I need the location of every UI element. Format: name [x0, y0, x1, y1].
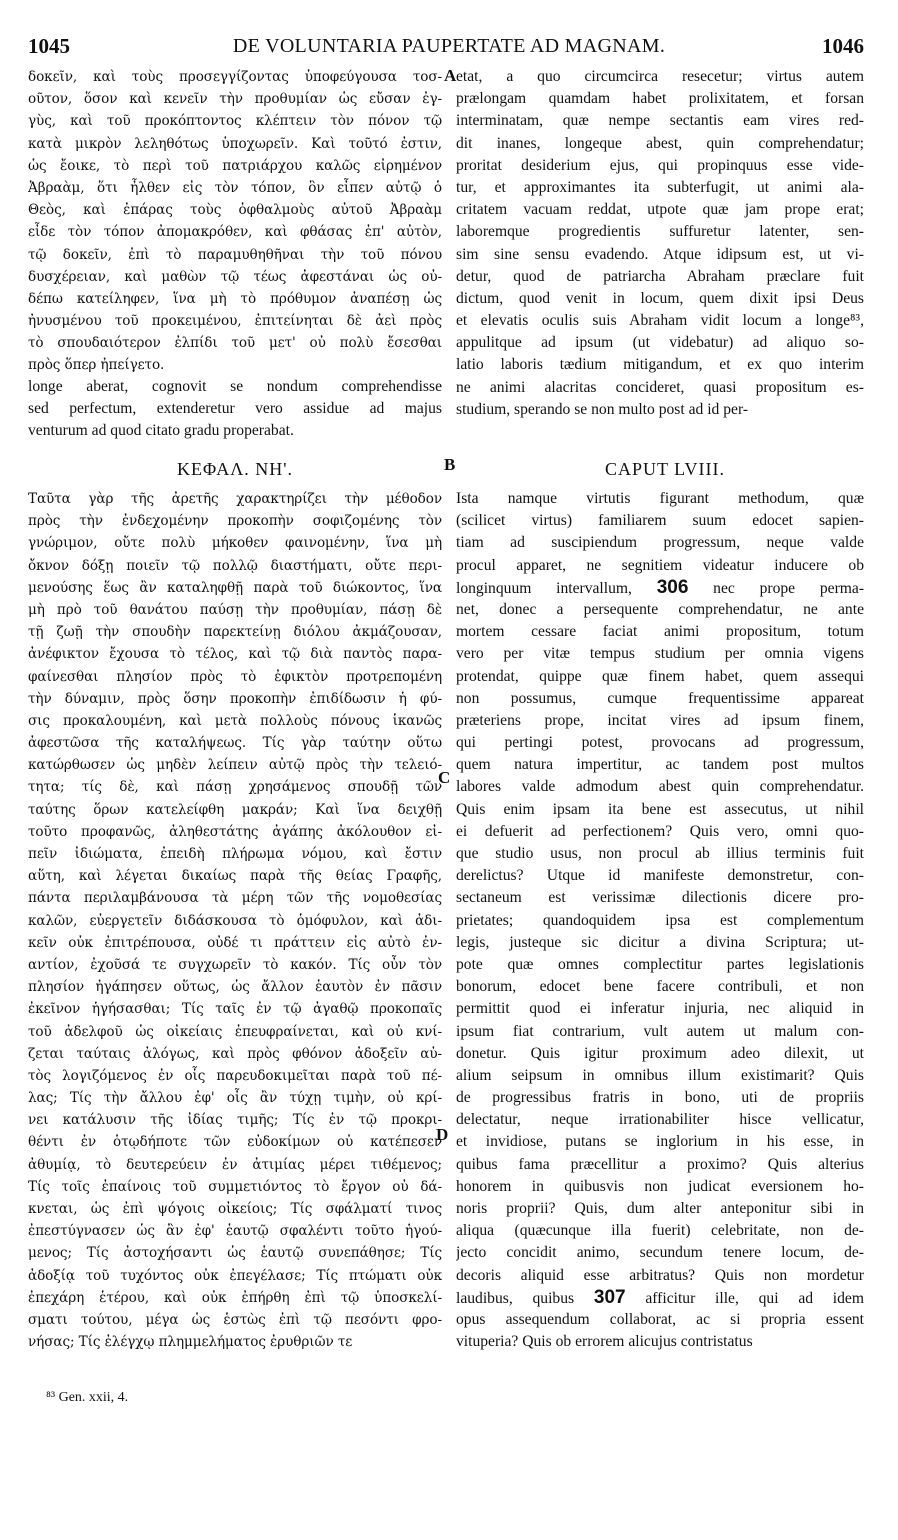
- text-line: τοῦτο προφανῶς, ἀληθεστάτης ἀγάπης ἀκόλουθον εἰ-: [28, 823, 442, 840]
- text-line: qui pertingi potest, provocans ad progressum,: [456, 734, 864, 752]
- text-line: aliqua (quæcunque illa fuerit) celebritate, non de-: [456, 1222, 864, 1240]
- text-line: αὕτη, καὶ λέγεται δικαίως παρὰ τῆς θείας Γραφῆς,: [28, 868, 442, 885]
- text-line: vituperia? Quis ob errorem alicujus contristatus: [456, 1333, 753, 1351]
- footnote: ⁸³ Gen. xxii, 4.: [46, 1390, 129, 1405]
- text-line: δέπω κατείληφεν, ἵνα μὴ τὸ πρόθυμον ἀναπέσῃ ὡς: [28, 290, 442, 307]
- text-line: ἐπεστύγνασεν ὡς ἂν ἐφ' ἑαυτῷ σφαλέντι τοῦτο ἡγού-: [28, 1223, 442, 1240]
- text-line: decoris aliquid esse arbitratus? Quis non mordetur: [456, 1266, 864, 1284]
- text-line: Ἀβραὰμ, ὅτι ἦλθεν εἰς τὸν τόπον, ὃν εἶπεν αὐτῷ ὁ: [28, 179, 442, 196]
- left-top-latin: [28, 376, 442, 443]
- text-line: πρὸς ὅπερ ἠπείγετο.: [28, 357, 165, 374]
- text-line: critatem vacuam reddat, utpote quæ jam prope erat;: [456, 201, 864, 219]
- text-line: etat, a quo circumcirca resecetur; virtus autem: [456, 68, 864, 85]
- text-line: καλῶν, εὐεργετεῖν διδάσκουσα τὸ ὁμόφυλον, καὶ ἀδι-: [28, 912, 442, 929]
- text-line: μενούσης ἕως ἂν καταληφθῇ παρὰ τοῦ διώκοντος, ἵνα: [28, 579, 442, 596]
- text-line: ἀδοξίᾳ τοῦ τυχόντος οὐκ ἐπεγέλασε; Τίς πτώματι οὐκ: [28, 1267, 442, 1284]
- text-line: (scilicet virtus) familiarem suum edocet sapien-: [456, 512, 864, 530]
- text-line: ἐπεχάρη ἑτέρου, καὶ οὐκ ἐπήρθη ἐπὶ τῷ ὑποσκελί-: [28, 1289, 442, 1306]
- text-line: τῇ ζωῇ τὴν σπουδὴν παρεκτείνῃ διόλου ἀκμάζουσαν,: [28, 624, 442, 641]
- text-line: mortem cessare faciat animi propositum, totum: [456, 623, 864, 641]
- text-line: πρὸς τὴν ἐνδεχομένην προκοπὴν σοφιζομένης τὸν: [28, 513, 442, 530]
- left-chapter-heading: ΚΕΦΑΛ. ΝΗ'.: [176, 459, 294, 479]
- margin-marker-a: A: [444, 66, 457, 85]
- text-line: sim sine sensu evadendo. Atque idipsum est, ut vi-: [456, 245, 864, 263]
- text-line: sed perfectum, extenderetur vero assidue ad majus: [28, 400, 442, 418]
- text-line: net, donec a persequente comprehendatur, ne ante: [456, 600, 864, 618]
- text-line: Ista namque virtutis figurant methodum, quæ: [456, 490, 864, 507]
- left-top-greek: [28, 66, 442, 377]
- text-line: τὸς λογιζόμενος ἐν οἷς παρευδοκιμεῖται παρὰ τοῦ πέ-: [28, 1067, 442, 1084]
- text-line: protendat, quippe quæ finem habet, quem assequi: [456, 667, 864, 685]
- text-line: ὄκνον δόξῃ ποιεῖν τῷ πολλῷ διαστήματι, οὔτε περι-: [28, 557, 442, 574]
- text-line: de progressibus fratris in bono, uti de propriis: [456, 1089, 864, 1107]
- text-line: ei defuerit ad perfectionem? Quis vero, omni quo-: [456, 822, 864, 840]
- text-line: δυσχέρειαν, καὶ μαθὼν τῷ τέως ἀφεστάναι ὡς οὐ-: [28, 268, 442, 285]
- text-line: alium seipsum in omnibus illum existimarit? Quis: [456, 1066, 864, 1084]
- text-line: proritat desiderium ejus, qui propinquus esse vide-: [456, 156, 864, 174]
- text-line: Τίς τοῖς ἐπαίνοις τοῦ συμμετιόντος τὸ ἔργον οὐ δά-: [28, 1178, 442, 1195]
- text-line: et invidiose, putans se inglorium in his esse, in: [456, 1133, 864, 1151]
- text-line: γνώριμον, οὔτε πολὺ μήκοθεν φαινομένην, ἵνα μὴ: [28, 535, 442, 552]
- text-line: νήσας; Τίς ἐλέγχῳ πλημμελήματος ἐρυθριῶν τε: [28, 1334, 353, 1351]
- text-line: permittit quod ei inferatur injuria, nec aliquid in: [456, 1000, 864, 1018]
- text-line: Ταῦτα γὰρ τῆς ἀρετῆς χαρακτηρίζει τὴν μέθοδον: [28, 491, 442, 507]
- text-line: ταύτης ὅρων κατελείφθη μακράν; Καὶ ἵνα δειχθῇ: [28, 801, 442, 818]
- text-line: ζεται ταύταις ἀλόγως, καὶ πρὸς φθόνον ἀδοξεῖν αὐ-: [28, 1045, 442, 1062]
- text-line: venturum ad quod citato gradu properabat.: [28, 422, 294, 440]
- text-line: noris proprii? Quis, dum alter anteponitur sibi in: [456, 1200, 864, 1217]
- text-line: delectatur, neque irrationabiliter hisce vellicatur,: [456, 1111, 864, 1129]
- text-line: longinquum intervallum, 306 nec prope perma-: [456, 576, 864, 598]
- text-line: interminatam, quæ nempe sectantis eam vires red-: [456, 112, 864, 130]
- text-line: quibus fama præcellitur a proximo? Quis alterius: [456, 1155, 864, 1173]
- left-body-greek: [28, 488, 442, 1353]
- text-line: σματι τούτου, μέγα ὡς ἑστὼς ἐπὶ τῷ πεσόντι φρο-: [28, 1311, 442, 1328]
- text-line: Quis enim ipsam ita bene est assecutus, ut nihil: [456, 800, 864, 818]
- text-line: laboremque progredientis suffuretur latenter, sen-: [456, 223, 864, 241]
- text-line: σις προκαλουμένη, καὶ μετὰ πολλοὺς πόνους ἱκανῶς: [28, 712, 442, 729]
- text-line: procul apparet, ne segnitiem videatur inducere ob: [456, 556, 864, 574]
- text-line: studium, sperando se non multo post ad id per-: [456, 400, 749, 418]
- running-title: DE VOLUNTARIA PAUPERTATE AD MAGNAM.: [232, 35, 666, 57]
- margin-marker-c: C: [438, 768, 451, 787]
- text-line: ἀφεστῶσα τῆς καταλήψεως. Τίς γὰρ ταύτην οὕτω: [28, 735, 442, 752]
- text-line: τοῦ ἀδελφοῦ ὡς οἰκείαις ἐπευφραίνεται, καὶ οὐ κνί-: [28, 1023, 442, 1040]
- text-line: bonorum, edocet bene facere contribuli, et non: [456, 978, 864, 996]
- text-line: tur, et approximantes ita subterfugit, ut animi ala-: [456, 178, 864, 196]
- text-line: δοκεῖν, καὶ τοὺς προσεγγίζοντας ὑποφεύγουσα τοσ-: [28, 69, 442, 85]
- text-line: τὴν δύναμιν, πρὸς ὅσην προκοπὴν ἐπιδίδωσιν ἡ φύ-: [28, 690, 442, 707]
- text-line: νει κατάλυσιν τῆς ἰδίας τιμῆς; Τίς ἐν τῷ προκρι-: [28, 1112, 442, 1129]
- text-line: ὡς ἔοικε, τὸ περὶ τοῦ πατριάρχου καλῶς εἰρημένον: [28, 157, 442, 174]
- text-line: τὸ σπουδαιότερον ἐλπίδι τοῦ μετ' οὐ πολὺ ἔσεσθαι: [28, 335, 442, 352]
- text-line: vero per vitæ tempus studium per omnia vigens: [456, 645, 864, 663]
- text-line: honorem in quibusvis non judicat eversionem ho-: [456, 1177, 864, 1195]
- margin-marker-d: D: [436, 1125, 449, 1144]
- right-body-latin: [456, 488, 864, 1353]
- text-line: latio laboris tædium mitigandum, et ex quo interim: [456, 356, 864, 374]
- text-line: Θεὸς, καὶ ἐπάρας τοὺς ὀφθαλμοὺς αὐτοῦ Ἀβραὰμ: [28, 202, 442, 219]
- text-line: αντίον, ἐχοῦσά τε συγχωρεῖν τὸ κακόν. Τίς οὖν τὸν: [28, 956, 442, 973]
- text-line: opus assequendum collaborat, ac si propria essent: [456, 1310, 864, 1328]
- text-line: ipsum fiat contrarium, vult autem ut malum con-: [456, 1022, 864, 1040]
- margin-marker-b: B: [444, 455, 456, 474]
- text-line: ἠνυσμένου τοῦ προκειμένου, ἐπιτείνηται δὲ ἀεὶ πρὸς: [28, 313, 442, 330]
- text-line: φαίνεσθαι πλησίον πρὸς τὸ ἐφικτὸν προτρεπομένη: [28, 668, 442, 685]
- text-line: donetur. Quis igitur proximum adeo dilexit, ut: [456, 1044, 864, 1062]
- text-line: κεῖν οὐκ ἐπιτρέπουσα, οὐδέ τι πράττειν εἰς αὐτὸ ἐν-: [28, 934, 442, 951]
- text-line: que studio usus, non procul ab illius terminis fuit: [456, 845, 864, 862]
- text-line: detur, quod de patriarcha Abraham præclare fuit: [456, 267, 864, 285]
- text-line: κατώρθωσεν ὡς μηδὲν λείπειν αὐτῷ πρὸς τὴν τελειό-: [28, 757, 442, 774]
- running-header: [0, 34, 898, 66]
- page-reference-number: 307: [593, 1286, 626, 1308]
- text-line: τῷ δοκεῖν, ἐπὶ τὸ παραμυθηθῆναι τὴν τοῦ πόνου: [28, 246, 442, 263]
- text-line: derelictus? Utque id manifeste demonstretur, con-: [456, 867, 864, 885]
- text-line: præteriens prope, incitat vires ad ipsum finem,: [456, 711, 864, 729]
- text-line: prælongam quamdam habet prolixitatem, et forsan: [456, 90, 864, 108]
- text-line: πάντα περιλαμβάνουσα τὰ μέρη τῶν τῆς νομοθεσίας: [28, 890, 442, 907]
- text-line: πεῖν ἰδιώματα, ἐπειδὴ πλήρωμα νόμου, καὶ ἔστιν: [28, 846, 442, 862]
- text-line: dictum, quod venit in locum, quem dixit ipsi Deus: [456, 289, 864, 307]
- text-line: εἶδε τὸν τόπον ἀπομακρόθεν, καὶ φθάσας ἐπ' αὐτὸν,: [28, 224, 442, 241]
- left-page-number: 1045: [28, 34, 70, 58]
- text-line: longe aberat, cognovit se nondum comprehendisse: [28, 378, 442, 395]
- text-line: prietates; quandoquidem ipsa est complementum: [456, 911, 864, 929]
- text-line: κνεται, ὡς ἐπὶ ψόγοις οἰκείοις; Τίς σφάλματί τινος: [28, 1201, 442, 1217]
- text-line: tiam ad suscipiendum progressum, neque valde: [456, 534, 864, 552]
- text-line: ne animi alacritas concideret, quasi propositum es-: [456, 378, 864, 396]
- text-line: πλησίον ἠγάπησεν οὕτως, ὡς ἄλλον ἑαυτὸν ἐν πᾶσιν: [28, 979, 442, 996]
- text-line: quem natura impertitur, ac tandem post multos: [456, 756, 864, 774]
- text-line: μενος; Τίς ἀστοχήσαντι ὡς ἑαυτῷ συνεπάθησε; Τίς: [28, 1245, 442, 1262]
- text-line: et elevatis oculis suis Abraham vidit locum a longe⁸³,: [456, 312, 864, 330]
- text-line: jecto concidit animo, secundum tenere locum, de-: [456, 1244, 864, 1262]
- text-line: οῦτον, ὅσον καὶ κενεῖν τὴν προθυμίαν ὡς εὔσαν ἐγ-: [28, 91, 442, 108]
- text-line: laudibus, quibus 307 afficitur ille, qui ad idem: [456, 1286, 864, 1308]
- text-line: legis, justeque sic dicitur a divina Scriptura; ut-: [456, 933, 864, 951]
- text-line: ἐκεῖνον ἡγήσασθαι; Τίς ταῖς ἐν τῷ ἀγαθῷ προκοπαῖς: [28, 1001, 442, 1018]
- text-line: θέντι ἐν ὁτῳδήποτε τῶν εὐδοκίμων οὐ κατέπεσεν: [28, 1134, 442, 1151]
- text-line: λας; Τίς τὴν ἄλλου ἐφ' οἷς ἂν τύχῃ τιμὴν, οὐ κρί-: [28, 1090, 442, 1107]
- text-line: dit inanes, longeque abest, quin comprehendatur;: [456, 134, 864, 152]
- right-top-latin: [456, 66, 864, 421]
- text-line: labores valde admodum abest quin comprehendatur.: [456, 778, 864, 796]
- text-line: κατὰ μικρὸν λεληθότως ὑποχωρεῖν. Καὶ τοῦτό ἐστιν,: [28, 135, 442, 152]
- text-line: γὺς, καὶ τοῦ προκόπτοντος κλέπτειν τὸν πόνον τῷ: [28, 113, 442, 130]
- text-line: non possumus, cumque frequentissime appareat: [456, 689, 864, 707]
- text-line: appulitque ad ipsum (ut videbatur) ad aliquo so-: [456, 334, 864, 352]
- right-chapter-heading: CAPUT LVIII.: [604, 459, 725, 479]
- right-page-number: 1046: [822, 34, 864, 58]
- text-line: ἀνέφικτον ἔχουσα τὸ τέλος, καὶ τῷ διὰ παντὸς παρα-: [28, 646, 442, 663]
- text-line: μὴ πρὸ τοῦ θανάτου παύσῃ τὴν προθυμίαν, πάσῃ δὲ: [28, 601, 442, 618]
- page-reference-number: 306: [656, 576, 689, 598]
- text-line: ἀθυμίᾳ, τὸ δευτερεύειν ἐν ἀτιμίας μέρει τιθέμενος;: [28, 1156, 442, 1173]
- text-line: sectaneum est verissimæ dilectionis dicere pro-: [456, 889, 864, 907]
- text-line: pote quæ omnes complectitur partes legislationis: [456, 955, 864, 973]
- text-line: τητα; τίς δὲ, καὶ πάσῃ χρησάμενος σπουδῇ τῶν: [28, 779, 442, 796]
